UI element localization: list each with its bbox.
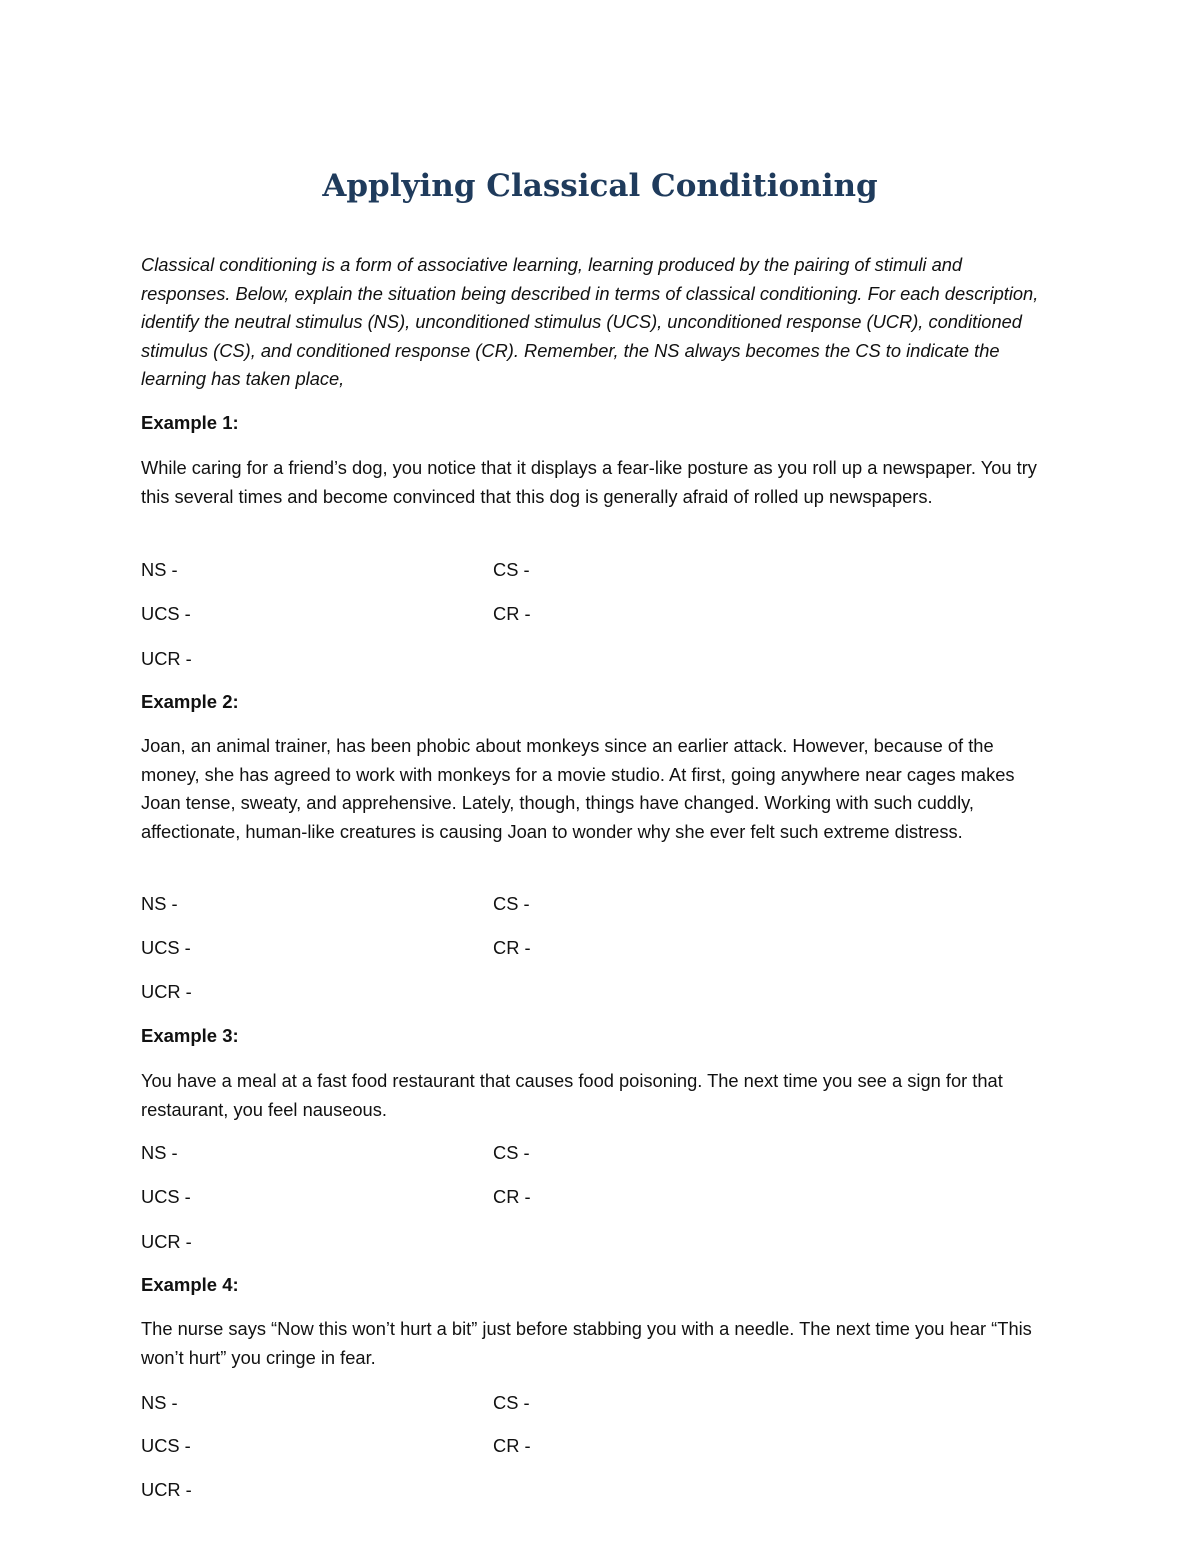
example-3-cs-label: CS - (493, 1142, 530, 1163)
example-4-ucs-label: UCS - (141, 1435, 191, 1456)
example-4-heading: Example 4: (141, 1274, 239, 1295)
example-2-heading: Example 2: (141, 691, 239, 712)
example-4-ns-label: NS - (141, 1392, 178, 1413)
example-3-ucs-label: UCS - (141, 1186, 191, 1207)
document-title: Applying Classical Conditioning (322, 168, 878, 204)
example-4-cr-label: CR - (493, 1435, 531, 1456)
example-3-scenario: You have a meal at a fast food restaurant that causes food poisoning. The next time you see a sign for that restaurant, you feel nauseous. (141, 1070, 1003, 1120)
example-1-cs-label: CS - (493, 559, 530, 580)
example-1-heading: Example 1: (141, 412, 239, 433)
example-1-ucs-label: UCS - (141, 603, 191, 624)
example-4-ucr-label: UCR - (141, 1479, 192, 1500)
intro-paragraph: Classical conditioning is a form of associative learning, learning produced by the pairing of stimuli and responses. Below, explain the situation being described in terms of classical conditioning. For each description, identify the neutral stimulus (NS), unconditioned stimulus (UCS), unconditioned response (UCR), conditioned stimulus (CS), and conditioned response (CR). Remember, the NS always becomes the CS to indicate the learning has taken place, (141, 254, 1039, 389)
example-2-cs-label: CS - (493, 893, 530, 914)
example-4-scenario: The nurse says “Now this won’t hurt a bit” just before stabbing you with a needle. The next time you hear “This won’t hurt” you cringe in fear. (141, 1318, 1032, 1368)
example-3-ucr-label: UCR - (141, 1231, 192, 1252)
example-2-cr-label: CR - (493, 937, 531, 958)
example-4-cs-label: CS - (493, 1392, 530, 1413)
example-2-ucs-label: UCS - (141, 937, 191, 958)
example-3-ns-label: NS - (141, 1142, 178, 1163)
example-1-ns-label: NS - (141, 559, 178, 580)
example-1-scenario: While caring for a friend’s dog, you notice that it displays a fear-like posture as you roll up a newspaper. You try this several times and become convinced that this dog is generally afraid of rolled up newspapers. (141, 457, 1037, 507)
example-2-ucr-label: UCR - (141, 981, 192, 1002)
example-1-ucr-label: UCR - (141, 648, 192, 669)
example-2-scenario: Joan, an animal trainer, has been phobic about monkeys since an earlier attack. However, because of the money, she has agreed to work with monkeys for a movie studio. At first, going anywhere near cages makes Joan tense, sweaty, and apprehensive. Lately, though, things have changed. Working with such cuddly, affectionate, human-like creatures is causing Joan to wonder why she ever felt such extreme distress. (141, 735, 1015, 842)
example-2-ns-label: NS - (141, 893, 178, 914)
example-3-cr-label: CR - (493, 1186, 531, 1207)
example-1-cr-label: CR - (493, 603, 531, 624)
example-3-heading: Example 3: (141, 1025, 239, 1046)
